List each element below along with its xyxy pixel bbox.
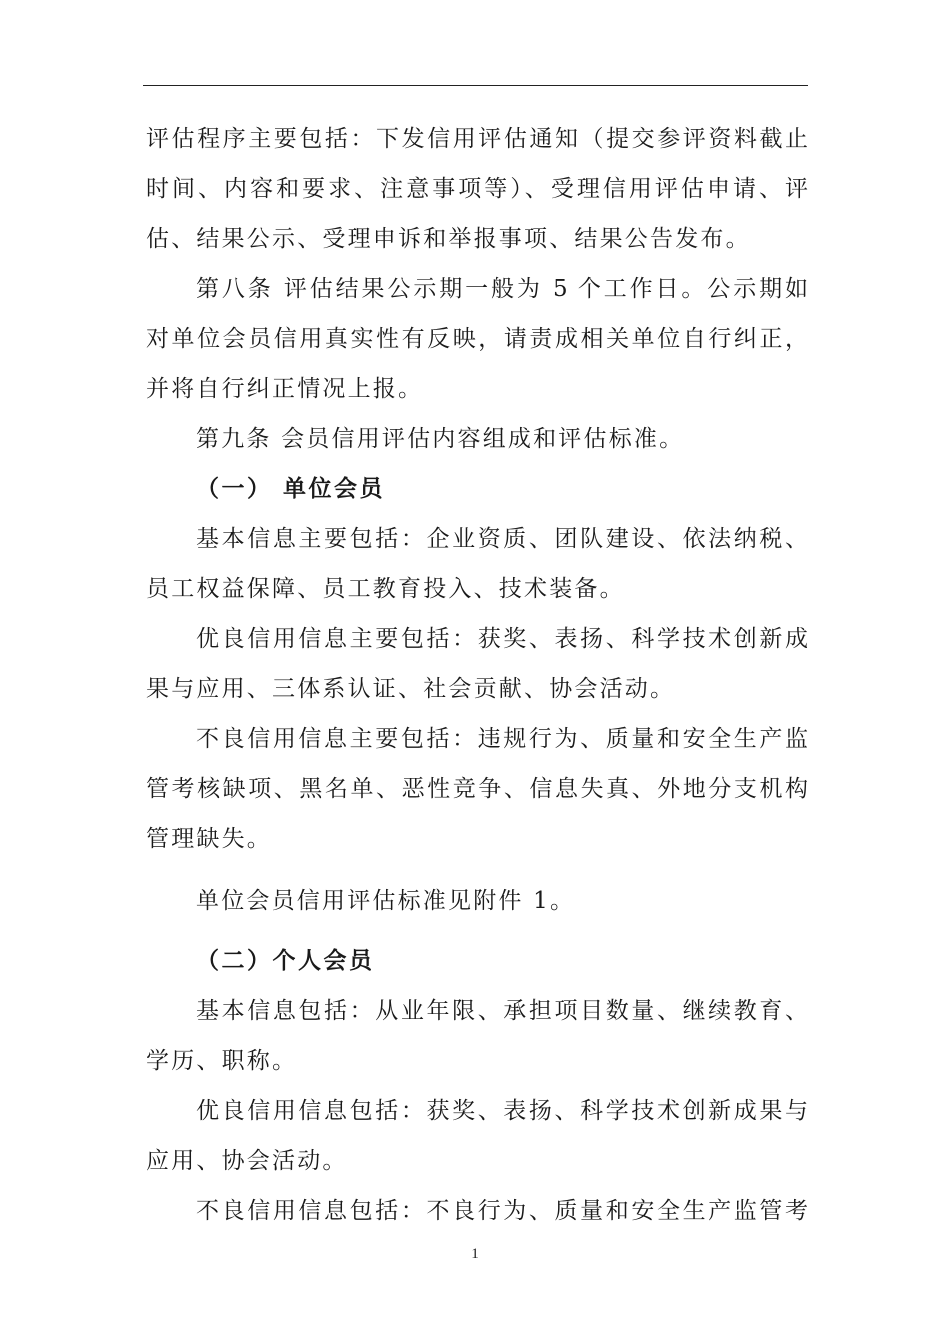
text-line: 基本信息主要包括：企业资质、团队建设、依法纳税、 [196, 526, 808, 552]
text-line: 管理缺失。 [146, 826, 272, 852]
article-8: 第八条 评估结果公示期一般为 5 个工作日。公示期如 [196, 276, 808, 302]
text-line: 时间、内容和要求、注意事项等）、受理信用评估申请、评 [146, 176, 808, 202]
text-line: 对单位会员信用真实性有反映，请责成相关单位自行纠正， [146, 326, 808, 352]
text-line: 并将自行纠正情况上报。 [146, 376, 424, 402]
text-line: 基本信息包括：从业年限、承担项目数量、继续教育、 [196, 998, 808, 1024]
text-line: 优良信用信息包括：获奖、表扬、科学技术创新成果与 [196, 1098, 808, 1124]
text-line: 学历、职称。 [146, 1048, 298, 1074]
text-line: 员工权益保障、员工教育投入、技术装备。 [146, 576, 625, 602]
text-line: 果与应用、三体系认证、社会贡献、协会活动。 [146, 676, 676, 702]
text-line: 评估程序主要包括：下发信用评估通知（提交参评资料截止 [146, 126, 808, 152]
page-number: 1 [471, 1246, 479, 1262]
text-line: 不良信用信息包括：不良行为、质量和安全生产监管考 [196, 1198, 808, 1224]
text-line: 不良信用信息主要包括：违规行为、质量和安全生产监 [196, 726, 808, 752]
section-heading-unit-members: （一） 单位会员 [196, 475, 386, 502]
article-9: 第九条 会员信用评估内容组成和评估标准。 [196, 426, 685, 452]
text-line: 应用、协会活动。 [146, 1148, 348, 1174]
text-line: 管考核缺项、黑名单、恶性竞争、信息失真、外地分支机构 [146, 776, 808, 802]
text-line: 优良信用信息主要包括：获奖、表扬、科学技术创新成 [196, 626, 808, 652]
text-line: 估、结果公示、受理申诉和举报事项、结果公告发布。 [146, 226, 751, 252]
text-line: 单位会员信用评估标准见附件 1。 [196, 888, 576, 914]
section-heading-individual-members: （二）个人会员 [196, 947, 375, 974]
header-rule [143, 85, 808, 86]
